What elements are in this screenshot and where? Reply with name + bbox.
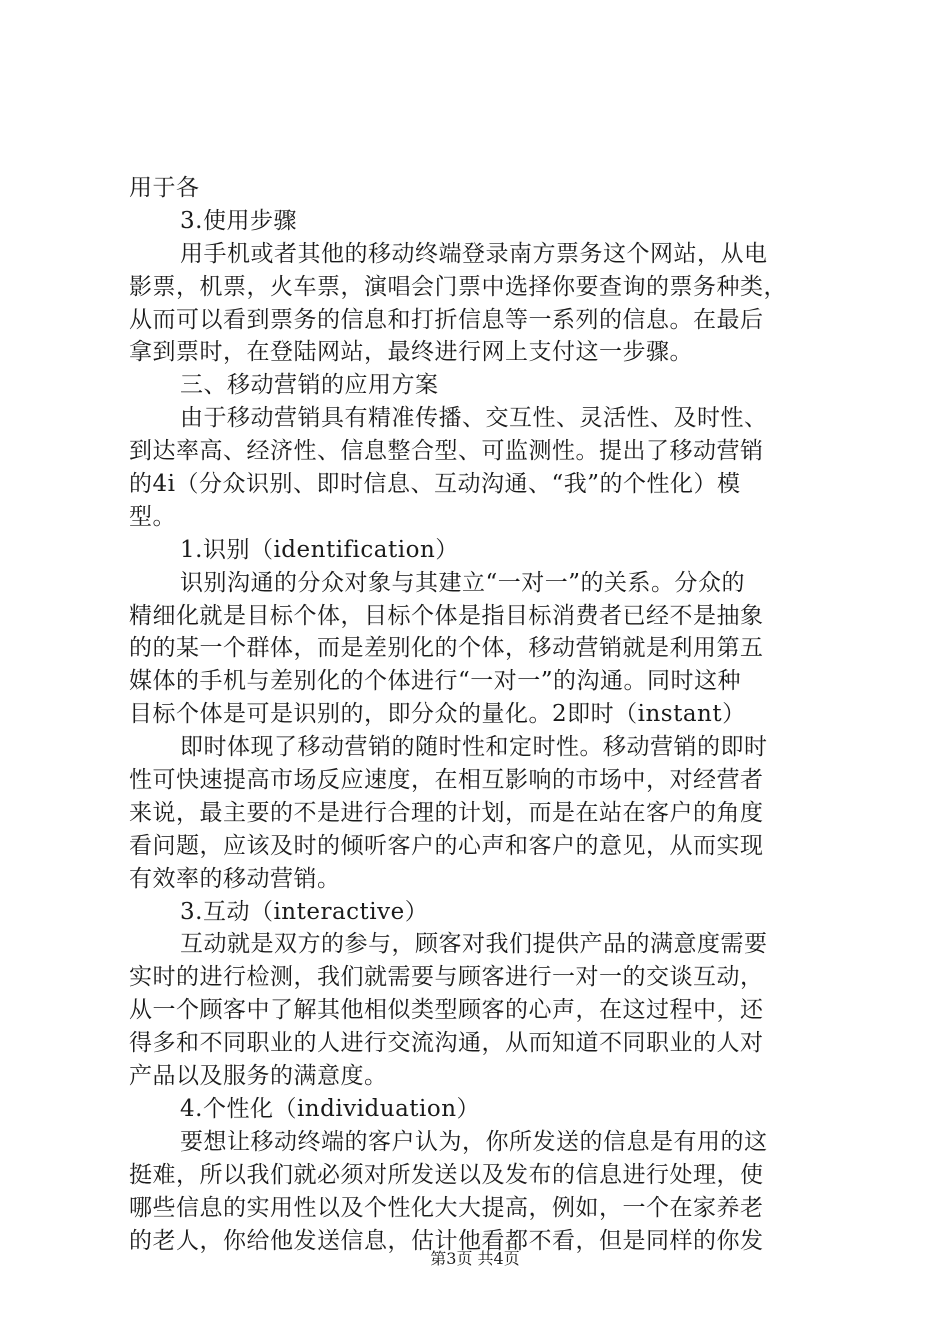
text-line: 媒体的手机与差别化的个体进行“一对一”的沟通。同时这种 — [129, 668, 742, 695]
body-text — [129, 172, 834, 1257]
text-line: 用手机或者其他的移动终端登录南方票务这个网站，从电 — [180, 240, 768, 267]
text-line: 从一个顾客中了解其他相似类型顾客的心声，在这过程中，还 — [129, 997, 764, 1024]
text-line: 挺难，所以我们就必须对所发送以及发布的信息进行处理，使 — [129, 1161, 764, 1188]
text-line: 拿到票时，在登陆网站，最终进行网上支付这一步骤。 — [129, 339, 693, 366]
text-line: 4.个性化（individuation） — [180, 1095, 481, 1122]
text-line: 用于各 — [129, 175, 200, 201]
text-line: 由于移动营销具有精准传播、交互性、灵活性、及时性、 — [180, 405, 768, 432]
text-line: 1.识别（identification） — [180, 536, 459, 563]
text-line: 影票，机票，火车票，演唱会门票中选择你要查询的票务种类， — [129, 273, 787, 300]
text-line: 有效率的移动营销。 — [129, 865, 341, 892]
text-line: 来说，最主要的不是进行合理的计划，而是在站在客户的角度 — [129, 799, 764, 826]
text-line: 哪些信息的实用性以及个性化大大提高，例如，一个在家养老 — [129, 1194, 764, 1221]
text-line: 的老人，你给他发送信息，估计他看都不看，但是同样的你发 — [129, 1227, 764, 1254]
page-footer: 第3页 共4页 — [430, 1249, 520, 1268]
text-line: 型。 — [129, 503, 176, 530]
text-line: 实时的进行检测，我们就需要与顾客进行一对一的交谈互动， — [129, 964, 764, 991]
text-line: 3.使用步骤 — [180, 207, 297, 234]
text-line: 识别沟通的分众对象与其建立“一对一”的关系。分众的 — [180, 569, 746, 596]
text-line: 三、移动营销的应用方案 — [180, 372, 439, 399]
text-line: 精细化就是目标个体，目标个体是指目标消费者已经不是抽象 — [129, 602, 764, 629]
text-line: 性可快速提高市场反应速度，在相互影响的市场中，对经营者 — [129, 767, 764, 794]
text-line: 互动就是双方的参与，顾客对我们提供产品的满意度需要 — [180, 931, 768, 958]
text-line: 从而可以看到票务的信息和打折信息等一系列的信息。在最后 — [129, 306, 764, 333]
text-line: 到达率高、经济性、信息整合型、可监测性。提出了移动营销 — [129, 438, 764, 465]
text-line: 要想让移动终端的客户认为，你所发送的信息是有用的这 — [180, 1128, 768, 1155]
text-line: 即时体现了移动营销的随时性和定时性。移动营销的即时 — [180, 734, 768, 761]
text-line: 看问题，应该及时的倾听客户的心声和客户的意见，从而实现 — [129, 832, 764, 859]
text-line: 的的某一个群体，而是差别化的个体，移动营销就是利用第五 — [129, 635, 764, 662]
text-line: 目标个体是可是识别的，即分众的量化。2即时（instant） — [129, 701, 746, 728]
text-line: 得多和不同职业的人进行交流沟通，从而知道不同职业的人对 — [129, 1030, 764, 1057]
text-line: 的4i（分众识别、即时信息、互动沟通、“我”的个性化）模 — [129, 471, 741, 498]
text-line: 产品以及服务的满意度。 — [129, 1063, 388, 1090]
text-line: 3.互动（interactive） — [180, 898, 429, 925]
